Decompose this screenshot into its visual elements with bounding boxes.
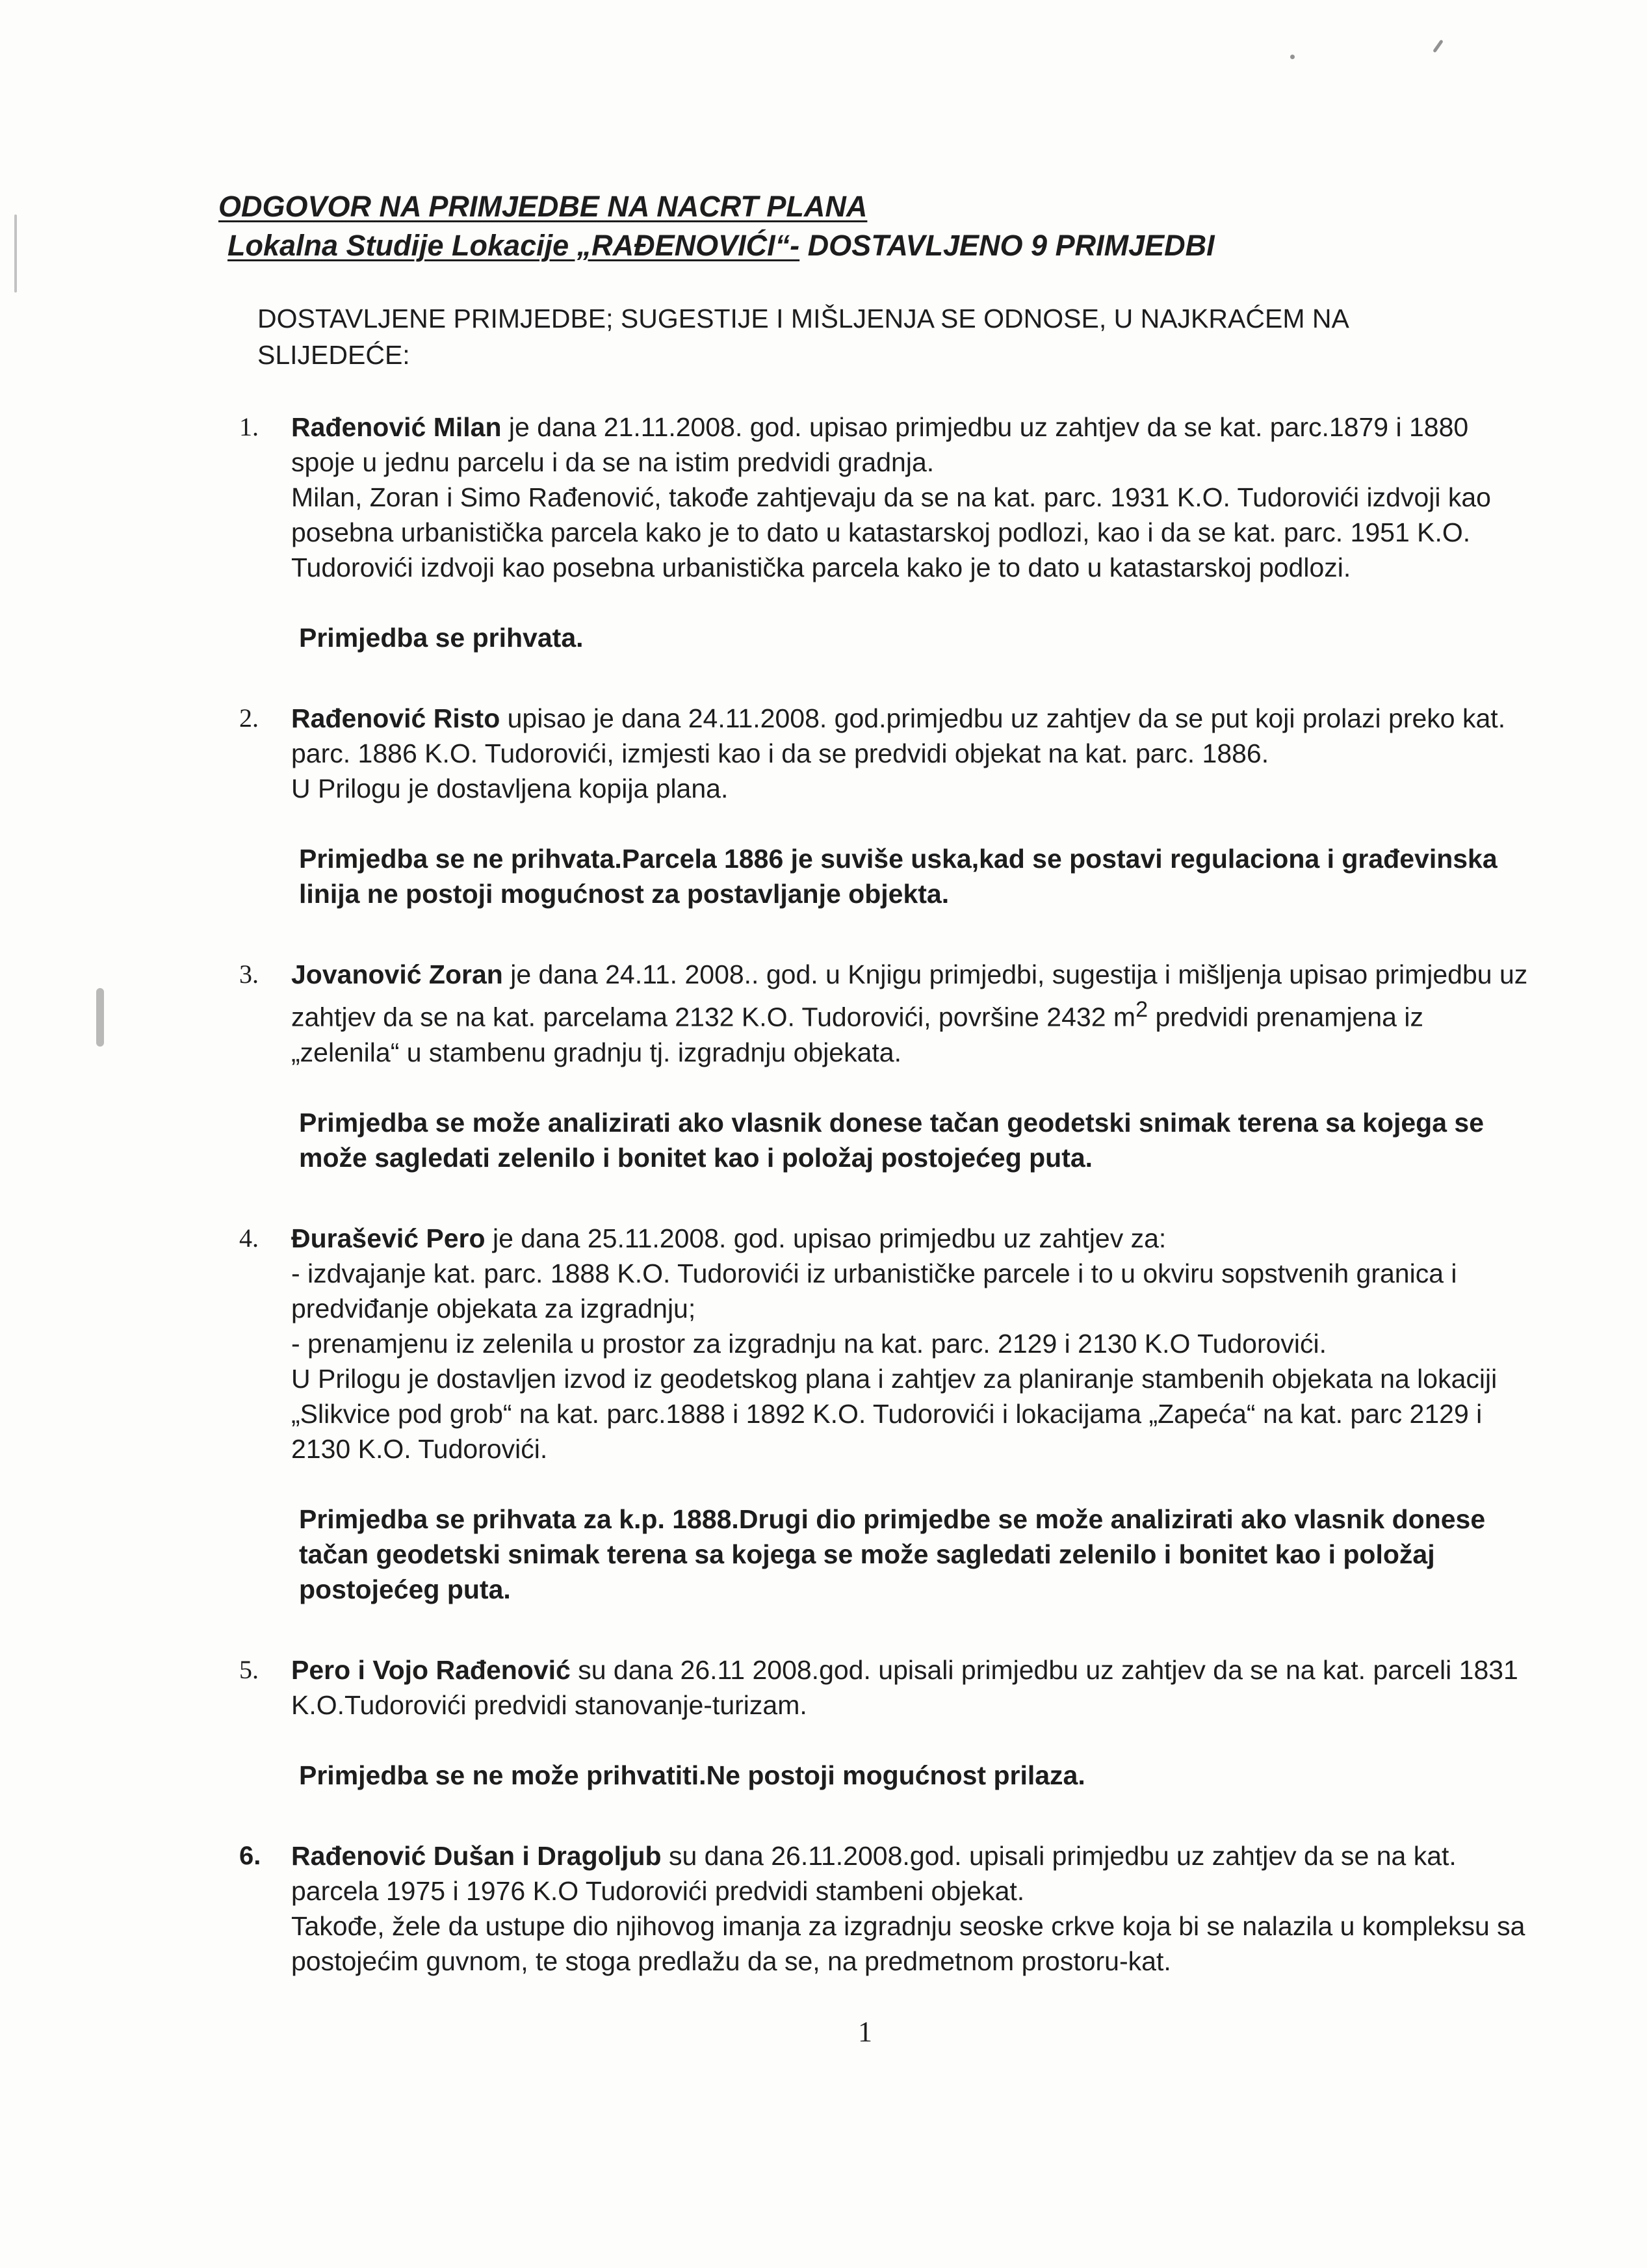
item-number: 6.: [239, 1841, 261, 1870]
list-item: [239, 1221, 1533, 1607]
remarks-list: [239, 410, 1533, 1979]
item-text: [291, 1838, 1533, 1909]
item-name: Đurašević Pero: [291, 1223, 486, 1253]
item-text-2: Takođe, žele da ustupe dio njihovog imanja za izgradnju seoske crkve koja bi se nalazila u kompleksu sa postojećim guvnom, te stoga predlažu da se, na predmetnom prostoru-kat.: [291, 1910, 1525, 1976]
item-text: [291, 1652, 1533, 1723]
item-name: Rađenović Milan: [291, 412, 502, 442]
item-answer: Primjedba se ne prihvata.Parcela 1886 je suviše uska,kad se postavi regulaciona i građevinska linija ne postoji mogućnost za postavljanje objekta.: [299, 844, 1498, 909]
scan-speck: [96, 988, 104, 1047]
item-answer: Primjedba se prihvata.: [299, 623, 584, 653]
page-number: 1: [858, 2016, 872, 2048]
item-text-2: U Prilogu je dostavljena kopija plana.: [291, 774, 729, 803]
scan-speck: [1290, 55, 1295, 59]
item-name: Rađenović Dušan i Dragoljub: [291, 1840, 662, 1871]
item-name: Rađenović Risto: [291, 703, 500, 733]
item-name: Jovanović Zoran: [291, 959, 503, 989]
item-body: su dana 26.11 2008.god. upisali primjedbu uz zahtjev da se na kat. parceli 1831 K.O.Tudorovići predvidi stanovanje-turizam.: [291, 1654, 1518, 1720]
title-line-2-rest: DOSTAVLJENO 9 PRIMJEDBI: [799, 229, 1215, 262]
item-answer: Primjedba se ne može prihvatiti.Ne postoji mogućnost prilaza.: [299, 1760, 1085, 1790]
item-body: upisao je dana 24.11.2008. god.primjedbu uz zahtjev da se put koji prolazi preko kat. parc. 1886 K.O. Tudorovići, izmjesti kao i da se predvidi objekat na kat. parc. 1886.: [291, 703, 1506, 768]
intro-paragraph: DOSTAVLJENE PRIMJEDBE; SUGESTIJE I MIŠLJENJA SE ODNOSE, U NAJKRAĆEM NA SLIJEDEĆE:: [257, 304, 1348, 370]
item-answer: Primjedba se može analizirati ako vlasnik donese tačan geodetski snimak terena sa kojega se može sagledati zelenilo i bonitet kao i položaj postojećeg puta.: [299, 1107, 1485, 1173]
item-name: Pero i Vojo Rađenović: [291, 1654, 571, 1685]
item-line: U Prilogu je dostavljen izvod iz geodetskog plana i zahtjev za planiranje stambenih objekata na lokaciji „Slikvice pod grob“ na kat. parc.1888 i 1892 K.O. Tudorovići i lokacijama „Zapeća“ na kat. parc 2129 i 2130 K.O. Tudorovići.: [291, 1363, 1498, 1464]
item-number: 3.: [239, 959, 259, 989]
item-body-continued: predvidi prenamjena iz „zelenila“ u stambenu gradnju tj. izgradnju objekata.: [291, 1002, 1423, 1067]
item-number: 2.: [239, 703, 259, 733]
item-text: [291, 701, 1533, 771]
superscript: 2: [1135, 997, 1148, 1022]
item-text: [291, 410, 1533, 480]
list-item: [239, 410, 1533, 655]
scan-speck: [14, 215, 17, 293]
title-line-1: ODGOVOR NA PRIMJEDBE NA NACRT PLANA: [218, 190, 868, 223]
item-number: 4.: [239, 1223, 259, 1253]
list-item: [239, 957, 1533, 1175]
list-item: [239, 1652, 1533, 1793]
item-number: 5.: [239, 1654, 259, 1684]
item-answer: Primjedba se prihvata za k.p. 1888.Drugi dio primjedbe se može analizirati ako vlasnik donese tačan geodetski snimak terena sa kojega se može sagledati zelenilo i bonitet kao i položaj postojećeg puta.: [299, 1504, 1486, 1604]
item-body: je dana 24.11. 2008.. god. u Knjigu primjedbi, sugestija i mišljenja upisao primjedbu uz zahtjev da se na kat. parcelama 2132 K.O. Tudorovići, površine 2432 m: [291, 959, 1528, 1032]
item-body: je dana 21.11.2008. god. upisao primjedbu uz zahtjev da se kat. parc.1879 i 1880 spoje u jednu parcelu i da se na istim predvidi gradnja.: [291, 412, 1469, 477]
item-text-2: Milan, Zoran i Simo Rađenović, takođe zahtjevaju da se na kat. parc. 1931 K.O. Tudorovići izdvoji kao posebna urbanistička parcela kako je to dato u katastarskoj podlozi, kao i da se kat. parc. 1951 K.O. Tudorovići izdvoji kao posebna urbanistička parcela kako je to dato u katastarskoj podlozi.: [291, 482, 1491, 582]
list-item: [239, 1838, 1533, 1979]
list-item: [239, 701, 1533, 911]
item-body: je dana 25.11.2008. god. upisao primjedbu uz zahtjev za:: [485, 1223, 1167, 1253]
document-title: [195, 187, 1430, 265]
item-text: [291, 957, 1533, 1070]
item-line: - izdvajanje kat. parc. 1888 K.O. Tudorovići iz urbanističke parcele i to u okviru sopstvenih granica i predviđanje objekata za izgradnju;: [291, 1258, 1457, 1323]
title-line-2-underlined: Lokalna Studije Lokacije „RAĐENOVIĆI“-: [227, 229, 800, 262]
item-number: 1.: [239, 412, 259, 441]
item-line: - prenamjenu iz zelenila u prostor za izgradnju na kat. parc. 2129 i 2130 K.O Tudorovići.: [291, 1328, 1327, 1359]
scan-speck: [1433, 40, 1444, 53]
item-text: [291, 1221, 1533, 1256]
item-body: su dana 26.11.2008.god. upisali primjedbu uz zahtjev da se na kat. parcela 1975 i 1976 K.O Tudorovići predvidi stambeni objekat.: [291, 1840, 1457, 1906]
